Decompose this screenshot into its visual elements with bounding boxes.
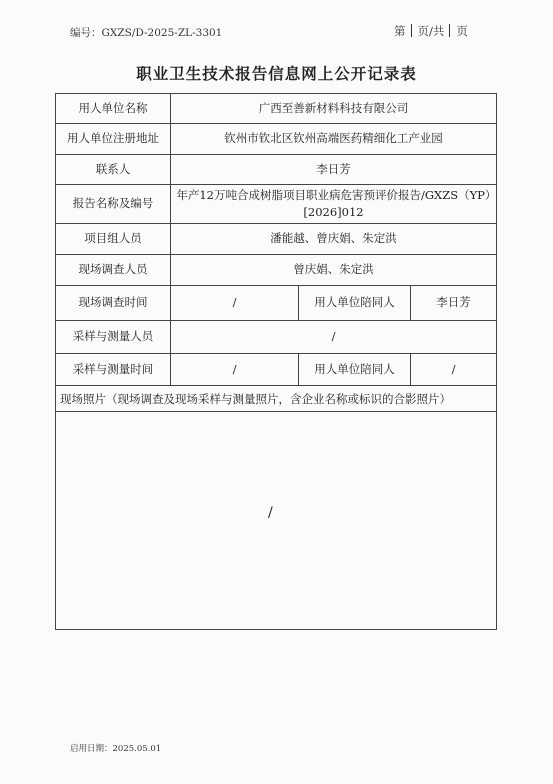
page-label-middle: 页/共 — [417, 24, 445, 38]
field-label: 报告名称及编号 — [56, 185, 171, 223]
field-label: 联系人 — [56, 155, 171, 184]
photos-label: 现场照片（现场调查及现场采样与测量照片，含企业名称或标识的合影照片） — [56, 386, 496, 412]
form-row-survey-staff — [56, 255, 496, 286]
form-row-sampling-time — [56, 354, 496, 386]
field-value: / — [331, 329, 336, 344]
photos-value: / — [268, 505, 273, 521]
form-row-project-team — [56, 224, 496, 255]
form-row-survey-time — [56, 286, 496, 321]
field-value: / — [171, 286, 299, 320]
field-value: 钦州市钦北区钦州高端医药精细化工产业园 — [224, 131, 443, 146]
page-label-prefix: 第 — [394, 24, 406, 38]
field-value: 李日芳 — [316, 161, 351, 176]
photos-section — [56, 386, 496, 629]
field-value: 曾庆娟、朱定洪 — [293, 262, 374, 277]
field-label: 现场调查人员 — [56, 255, 171, 285]
record-form — [55, 93, 497, 630]
form-row-employer-address — [56, 124, 496, 155]
page-title: 职业卫生技术报告信息网上公开记录表 — [136, 64, 417, 83]
form-row-contact — [56, 155, 496, 185]
field-label: 采样与测量时间 — [56, 354, 171, 385]
field-value: 广西至善新材料科技有限公司 — [258, 100, 409, 115]
field-label: 现场调查时间 — [56, 286, 171, 320]
page-label-suffix: 页 — [456, 24, 468, 38]
page-total-blank — [449, 24, 450, 37]
field-label: 用人单位注册地址 — [56, 124, 171, 154]
effective-date: 启用日期：2025.05.01 — [70, 744, 162, 754]
field-label: 用人单位名称 — [56, 94, 171, 123]
page-number-blank — [411, 24, 412, 37]
form-row-employer-name — [56, 94, 496, 124]
document-code: 编号：GXZS/D-2025-ZL-3301 — [70, 27, 223, 39]
field-value: / — [451, 361, 456, 376]
page-indicator — [394, 23, 468, 39]
field-label: 用人单位陪同人 — [299, 286, 411, 320]
field-value: 潘能越、曾庆娟、朱定洪 — [270, 231, 397, 246]
field-label: 项目组人员 — [56, 224, 171, 254]
form-row-report-name — [56, 185, 496, 224]
field-label: 用人单位陪同人 — [299, 354, 411, 385]
field-label: 采样与测量人员 — [56, 321, 171, 353]
field-value: 年产12万吨合成树脂项目职业病危害预评价报告/GXZS（YP）[2026]012 — [176, 188, 491, 219]
field-value: 李日芳 — [436, 295, 471, 310]
form-row-sampling-staff — [56, 321, 496, 354]
field-value: / — [171, 354, 299, 385]
